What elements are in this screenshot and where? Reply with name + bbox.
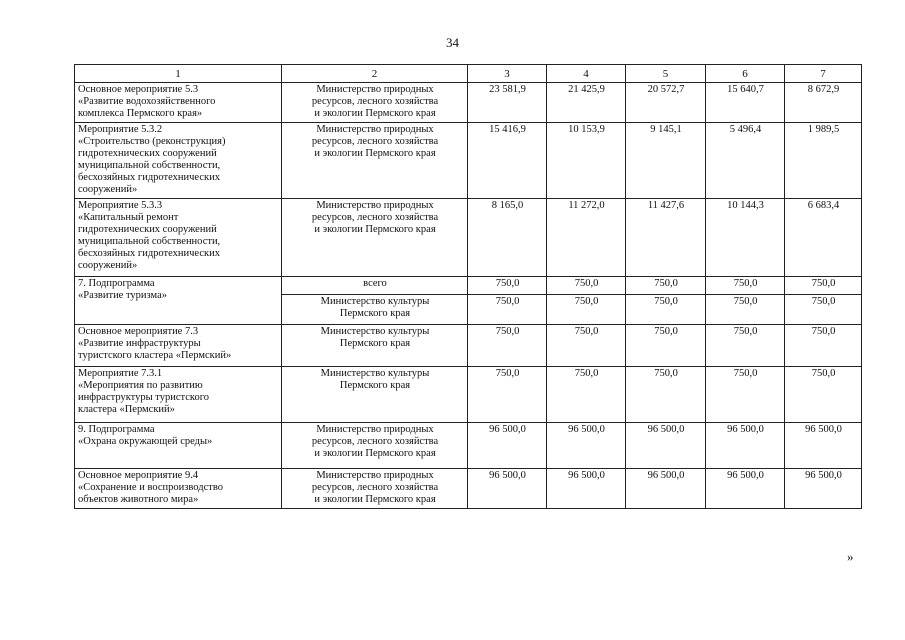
- table-row: [75, 325, 862, 367]
- table-header-row: [75, 65, 862, 83]
- amount-cell: 750,0: [468, 277, 547, 295]
- amount-cell: 96 500,0: [706, 469, 785, 509]
- amount-cell: 750,0: [547, 295, 626, 325]
- amount-cell: 750,0: [626, 325, 706, 367]
- column-header: 7: [785, 65, 862, 83]
- amount-cell: 10 153,9: [547, 123, 626, 199]
- amount-cell: 10 144,3: [706, 199, 785, 277]
- amount-cell: 96 500,0: [626, 423, 706, 469]
- column-header: 5: [626, 65, 706, 83]
- amount-cell: 96 500,0: [468, 423, 547, 469]
- event-name-cell: 7. Подпрограмма «Развитие туризма»: [75, 277, 282, 325]
- amount-cell: 96 500,0: [785, 469, 862, 509]
- table-row: [75, 367, 862, 423]
- amount-cell: 96 500,0: [785, 423, 862, 469]
- amount-cell: 750,0: [468, 367, 547, 423]
- amount-cell: 21 425,9: [547, 83, 626, 123]
- responsible-org-cell: Министерство природных ресурсов, лесного хозяйства и экологии Пермского края: [282, 83, 468, 123]
- amount-cell: 750,0: [626, 295, 706, 325]
- amount-cell: 9 145,1: [626, 123, 706, 199]
- event-name-cell: Мероприятие 7.3.1 «Мероприятия по развитию инфраструктуры туристского кластера «Пермский»: [75, 367, 282, 423]
- amount-cell: 750,0: [706, 367, 785, 423]
- amount-cell: 96 500,0: [626, 469, 706, 509]
- event-name-cell: Основное мероприятие 7.3 «Развитие инфраструктуры туристского кластера «Пермский»: [75, 325, 282, 367]
- amount-cell: 15 640,7: [706, 83, 785, 123]
- column-header: 2: [282, 65, 468, 83]
- continuation-mark: »: [847, 549, 854, 564]
- table-row: [75, 423, 862, 469]
- event-name-cell: Основное мероприятие 9.4 «Сохранение и воспроизводство объектов животного мира»: [75, 469, 282, 509]
- page-number: 34: [446, 35, 459, 50]
- amount-cell: 750,0: [785, 325, 862, 367]
- responsible-org-cell: Министерство природных ресурсов, лесного хозяйства и экологии Пермского края: [282, 469, 468, 509]
- amount-cell: 96 500,0: [706, 423, 785, 469]
- table-row: [75, 277, 862, 295]
- budget-table: [74, 64, 862, 509]
- responsible-org-cell: Министерство природных ресурсов, лесного хозяйства и экологии Пермского края: [282, 199, 468, 277]
- column-header: 6: [706, 65, 785, 83]
- amount-cell: 750,0: [547, 325, 626, 367]
- amount-cell: 750,0: [785, 277, 862, 295]
- amount-cell: 750,0: [626, 277, 706, 295]
- amount-cell: 96 500,0: [547, 469, 626, 509]
- amount-cell: 750,0: [785, 367, 862, 423]
- amount-cell: 750,0: [626, 367, 706, 423]
- amount-cell: 750,0: [468, 325, 547, 367]
- table-row: [75, 199, 862, 277]
- amount-cell: 750,0: [706, 325, 785, 367]
- amount-cell: 6 683,4: [785, 199, 862, 277]
- amount-cell: 96 500,0: [547, 423, 626, 469]
- amount-cell: 11 427,6: [626, 199, 706, 277]
- column-header: 1: [75, 65, 282, 83]
- amount-cell: 750,0: [785, 295, 862, 325]
- amount-cell: 20 572,7: [626, 83, 706, 123]
- table-row: [75, 469, 862, 509]
- amount-cell: 750,0: [706, 295, 785, 325]
- responsible-org-cell: всего: [282, 277, 468, 295]
- amount-cell: 15 416,9: [468, 123, 547, 199]
- event-name-cell: 9. Подпрограмма «Охрана окружающей среды»: [75, 423, 282, 469]
- amount-cell: 1 989,5: [785, 123, 862, 199]
- amount-cell: 96 500,0: [468, 469, 547, 509]
- amount-cell: 750,0: [468, 295, 547, 325]
- column-header: 3: [468, 65, 547, 83]
- amount-cell: 11 272,0: [547, 199, 626, 277]
- amount-cell: 8 672,9: [785, 83, 862, 123]
- table-row: [75, 83, 862, 123]
- responsible-org-cell: Министерство культуры Пермского края: [282, 295, 468, 325]
- amount-cell: 750,0: [547, 367, 626, 423]
- table-row: [75, 123, 862, 199]
- amount-cell: 23 581,9: [468, 83, 547, 123]
- event-name-cell: Мероприятие 5.3.3 «Капитальный ремонт гидротехнических сооружений муниципальной собственности, бесхозяйных гидротехнических сооружений»: [75, 199, 282, 277]
- column-header: 4: [547, 65, 626, 83]
- event-name-cell: Мероприятие 5.3.2 «Строительство (реконструкция) гидротехнических сооружений муниципальной собственности, бесхозяйных гидротехнических сооружений»: [75, 123, 282, 199]
- responsible-org-cell: Министерство природных ресурсов, лесного хозяйства и экологии Пермского края: [282, 123, 468, 199]
- amount-cell: 750,0: [547, 277, 626, 295]
- event-name-cell: Основное мероприятие 5.3 «Развитие водохозяйственного комплекса Пермского края»: [75, 83, 282, 123]
- amount-cell: 8 165,0: [468, 199, 547, 277]
- amount-cell: 5 496,4: [706, 123, 785, 199]
- responsible-org-cell: Министерство культуры Пермского края: [282, 367, 468, 423]
- responsible-org-cell: Министерство природных ресурсов, лесного хозяйства и экологии Пермского края: [282, 423, 468, 469]
- responsible-org-cell: Министерство культуры Пермского края: [282, 325, 468, 367]
- amount-cell: 750,0: [706, 277, 785, 295]
